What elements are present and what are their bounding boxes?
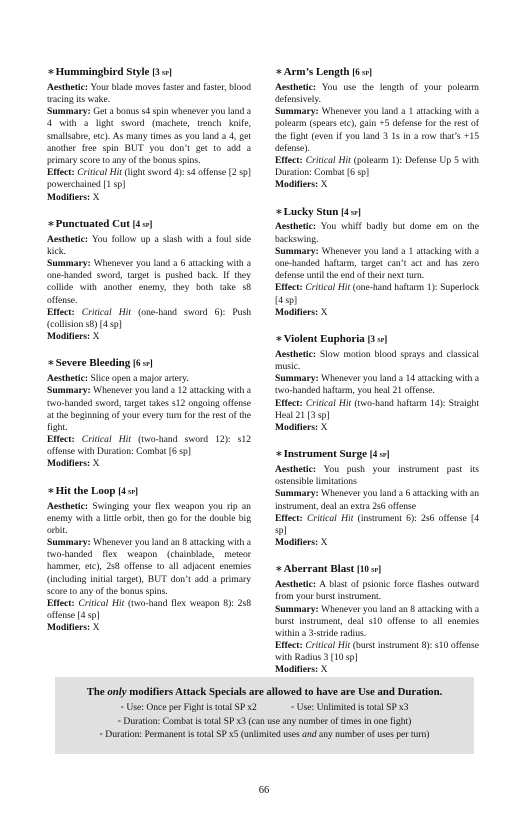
page-number: 66 [258, 785, 270, 796]
special-cost: [4 sp] [118, 485, 139, 496]
summary-label: Summary: [275, 245, 319, 257]
special-cost: [10 sp] [356, 564, 382, 575]
modifiers-label: Modifiers: [275, 421, 319, 433]
summary-text: Whenever you land a 14 attacking with a two-handed haftarm, you heal 21 offense. [275, 373, 479, 397]
aesthetic-text: You use the length of your polearm defensively. [275, 81, 479, 106]
special-title [275, 448, 479, 462]
summary-text-row [47, 106, 251, 167]
special-name: Hummingbird Style [55, 66, 150, 78]
modifiers-row [275, 307, 479, 319]
modifiers-value: X [92, 458, 100, 470]
modifiers-value: X [320, 421, 328, 433]
summary-label: Summary: [275, 488, 319, 500]
modifiers-value: X [92, 331, 100, 343]
special-name: Punctuated Cut [55, 217, 130, 230]
use-rules-row [55, 701, 474, 714]
modifiers-label: Modifiers: [275, 664, 319, 676]
modifiers-row [275, 664, 479, 676]
effect-text: (one-hand haftarm 1): Superlock [4 sp] [275, 282, 479, 306]
special-title [47, 66, 251, 80]
aesthetic-text: Swinging your flex weapon you rip an enemy with a little orbit, then go for the double big orbit. [47, 500, 251, 536]
summary-label: Summary: [47, 385, 91, 397]
effect-row [275, 155, 479, 179]
modifiers-label: Modifiers: [47, 331, 91, 343]
modifiers-row [47, 192, 251, 204]
summary-label: Summary: [275, 106, 319, 118]
summary-text-row [275, 604, 479, 641]
effect-row [47, 307, 251, 331]
modifiers-label: Modifiers: [275, 179, 319, 191]
special-entry [275, 206, 479, 319]
modifiers-row [275, 422, 479, 434]
effect-text: (instrument 6): 2s6 offense [4 sp] [275, 512, 479, 536]
effect-row [47, 167, 251, 191]
special-entry [47, 66, 251, 204]
modifiers-label: Modifiers: [275, 537, 319, 549]
modifiers-row [275, 179, 479, 191]
summary-text: Whenever you land an 8 attacking with a two-handed flex weapon (chainblade, meteor hammer, etc), 2s8 offense to all adjacent enemies (including initial target), BUT don’t add a primary score to any of the bonus spins. [47, 537, 251, 597]
aesthetic-text: A blast of psionic force flashes outward from your burst instrument. [275, 579, 479, 603]
special-name: Violent Euphoria [283, 332, 365, 345]
aesthetic-text: You push your instrument past its ostensible limitations [275, 464, 479, 488]
aesthetic-text-row [275, 349, 479, 373]
aesthetic-label: Aesthetic: [47, 81, 89, 93]
effect-keyword: Critical Hit [305, 640, 351, 652]
aesthetic-label: Aesthetic: [275, 221, 317, 233]
effect-label: Effect: [47, 167, 75, 179]
aesthetic-text-row [47, 501, 251, 538]
summary-text: Whenever you land a 1 attacking with a polearm (spears etc), gain +5 defense for the rest of the fight (even if you land 3 1s in a row that’s +15 defense). [275, 106, 479, 154]
effect-label: Effect: [275, 640, 303, 652]
modifiers-row [275, 537, 479, 549]
modifiers-value: X [92, 191, 100, 203]
aesthetic-text-row [47, 373, 251, 385]
effect-label: Effect: [275, 512, 303, 524]
special-cost: [3 sp] [367, 333, 388, 344]
bullet-icon: ∗ [47, 484, 55, 497]
effect-row [275, 398, 479, 422]
special-cost: [4 sp] [132, 218, 153, 229]
special-title [47, 485, 251, 499]
special-title [275, 563, 479, 577]
special-entry [47, 218, 251, 344]
modifiers-row [47, 622, 251, 634]
effect-text: (two-hand sword 12): s12 offense with Duration: Combat [6 sp] [47, 434, 251, 458]
aesthetic-label: Aesthetic: [275, 464, 317, 475]
effect-keyword: Critical Hit [81, 434, 131, 446]
summary-label: Summary: [275, 373, 319, 385]
right-column [275, 66, 479, 691]
special-title [47, 357, 251, 371]
aesthetic-text-row [47, 234, 251, 258]
special-entry [47, 485, 251, 635]
aesthetic-text-row [275, 82, 479, 106]
effect-label: Effect: [275, 282, 303, 294]
special-title [275, 66, 479, 80]
summary-text: Whenever you land a 6 attacking with an instrument, deal an extra 2s6 offense [275, 488, 479, 512]
effect-text: (light sword 4): s4 offense [2 sp] powerchained [1 sp] [47, 167, 251, 191]
special-entry [47, 357, 251, 470]
modifier-rules-box [55, 677, 474, 754]
duration-permanent-rule: ◦ Duration: Permanent is total SP x5 (unlimited uses and any number of uses per turn) [99, 728, 430, 740]
aesthetic-text-row [275, 579, 479, 603]
aesthetic-text: Slice open a major artery. [90, 373, 189, 385]
effect-keyword: Critical Hit [305, 282, 351, 294]
effect-text: (polearm 1): Defense Up 5 with Duration: Combat [6 sp] [275, 155, 479, 179]
effect-keyword: Critical Hit [78, 597, 125, 609]
duration-combat-rule: ◦ Duration: Combat is total SP x3 (can use any number of times in one fight) [117, 715, 412, 727]
aesthetic-text: Your blade moves faster and faster, blood tracing its wake. [47, 81, 251, 106]
use-once-rule: ◦ Use: Once per Fight is total SP x2 [120, 702, 257, 714]
special-entry [275, 333, 479, 434]
aesthetic-text: Slow motion blood sprays and classical music. [275, 348, 479, 372]
special-title [47, 218, 251, 232]
effect-label: Effect: [47, 306, 75, 318]
special-cost: [4 sp] [369, 449, 390, 460]
special-name: Lucky Stun [283, 205, 339, 218]
summary-text: Get a bonus s4 spin whenever you land a 4 with a light sword (machete, trench knife, smallsabre, etc). As many times as you land a 4, get another free spin BUT you don’t get to add a primary score to any of the bonus spins. [47, 106, 251, 166]
effect-keyword: Critical Hit [306, 512, 354, 524]
effect-keyword: Critical Hit [77, 167, 122, 179]
effect-row [275, 282, 479, 306]
effect-text: (two-hand flex weapon 8): 2s8 offense [4 sp] [47, 597, 251, 622]
effect-row [47, 434, 251, 458]
special-name: Severe Bleeding [55, 357, 131, 370]
summary-text-row [275, 246, 479, 283]
modifiers-value: X [320, 537, 328, 549]
aesthetic-label: Aesthetic: [47, 233, 89, 245]
aesthetic-text: You whiff badly but dome em on the backswing. [275, 221, 479, 245]
summary-label: Summary: [47, 106, 91, 118]
modifiers-value: X [320, 179, 328, 191]
summary-text: Whenever you land an 8 attacking with a burst instrument, deal s10 offense to all enemies within a 3-stride radius. [275, 603, 479, 639]
modifiers-label: Modifiers: [47, 191, 91, 203]
bullet-icon: ∗ [275, 66, 283, 78]
aesthetic-text-row [275, 221, 479, 245]
modifiers-label: Modifiers: [47, 458, 91, 470]
aesthetic-text-row [47, 82, 251, 106]
bullet-icon: ∗ [47, 66, 55, 78]
bullet-icon: ∗ [47, 357, 55, 370]
effect-keyword: Critical Hit [305, 155, 351, 166]
modifiers-value: X [320, 306, 328, 318]
effect-label: Effect: [275, 397, 303, 409]
summary-text-row [47, 537, 251, 598]
special-title [275, 333, 479, 347]
summary-text-row [47, 385, 251, 434]
special-cost: [6 sp] [352, 67, 373, 77]
modifiers-value: X [92, 622, 100, 634]
effect-text: (one-hand sword 6): Push (collision s8) [4 sp] [47, 306, 251, 330]
special-name: Arm’s Length [283, 66, 350, 78]
modifiers-row [47, 458, 251, 470]
aesthetic-label: Aesthetic: [275, 579, 317, 591]
effect-row [275, 513, 479, 537]
bullet-icon: ∗ [275, 205, 283, 218]
summary-text-row [47, 258, 251, 307]
effect-row [275, 640, 479, 664]
bullet-icon: ∗ [47, 217, 55, 230]
use-unlimited-rule: ◦ Use: Unlimited is total SP x3 [290, 702, 409, 714]
special-title [275, 206, 479, 220]
special-cost: [6 sp] [133, 358, 153, 369]
effect-label: Effect: [47, 434, 75, 446]
aesthetic-label: Aesthetic: [275, 348, 317, 360]
modifiers-value: X [320, 664, 328, 676]
box-title: The only modifiers Attack Specials are allowed to have are Use and Duration. [86, 686, 443, 698]
summary-label: Summary: [47, 258, 91, 269]
special-entry [275, 448, 479, 549]
effect-label: Effect: [47, 597, 75, 609]
effect-keyword: Critical Hit [81, 306, 131, 318]
modifiers-label: Modifiers: [47, 622, 91, 634]
bullet-icon: ∗ [275, 332, 283, 345]
effect-label: Effect: [275, 155, 303, 166]
aesthetic-label: Aesthetic: [47, 500, 89, 512]
summary-text: Whenever you land a 6 attacking with a one-handed sword, target is pushed back. If they collide with another enemy, they both take s8 offense. [47, 258, 251, 306]
summary-label: Summary: [47, 537, 91, 549]
summary-label: Summary: [275, 603, 319, 615]
summary-text: Whenever you land a 12 attacking with a two-handed sword, target takes s12 ongoing offense at the beginning of your every turn for the rest of the fight. [47, 385, 251, 433]
special-name: Hit the Loop [55, 484, 116, 497]
special-entry [275, 563, 479, 676]
special-name: Instrument Surge [283, 448, 368, 461]
special-name: Aberrant Blast [283, 563, 355, 576]
aesthetic-text: You follow up a slash with a foul side kick. [47, 233, 251, 257]
summary-text-row [275, 488, 479, 512]
bullet-icon: ∗ [275, 448, 283, 461]
aesthetic-label: Aesthetic: [47, 373, 89, 385]
summary-text-row [275, 373, 479, 397]
modifiers-row [47, 331, 251, 343]
modifiers-label: Modifiers: [275, 306, 319, 318]
effect-text: (burst instrument 8): s10 offense with Radius 3 [10 sp] [275, 640, 479, 664]
special-cost: [4 sp] [341, 206, 361, 217]
summary-text: Whenever you land a 1 attacking with a one-handed haftarm, target can’t act and has zero defense until the end of their next turn. [275, 245, 479, 282]
effect-row [47, 598, 251, 622]
aesthetic-text-row [275, 464, 479, 488]
special-cost: [3 sp] [152, 67, 172, 77]
special-entry [275, 66, 479, 192]
effect-keyword: Critical Hit [305, 397, 352, 409]
summary-text-row [275, 106, 479, 155]
bullet-icon: ∗ [275, 563, 283, 576]
aesthetic-label: Aesthetic: [275, 81, 317, 93]
effect-text: (two-hand haftarm 14): Straight Heal 21 [3 sp] [275, 397, 479, 421]
left-column [47, 66, 251, 648]
